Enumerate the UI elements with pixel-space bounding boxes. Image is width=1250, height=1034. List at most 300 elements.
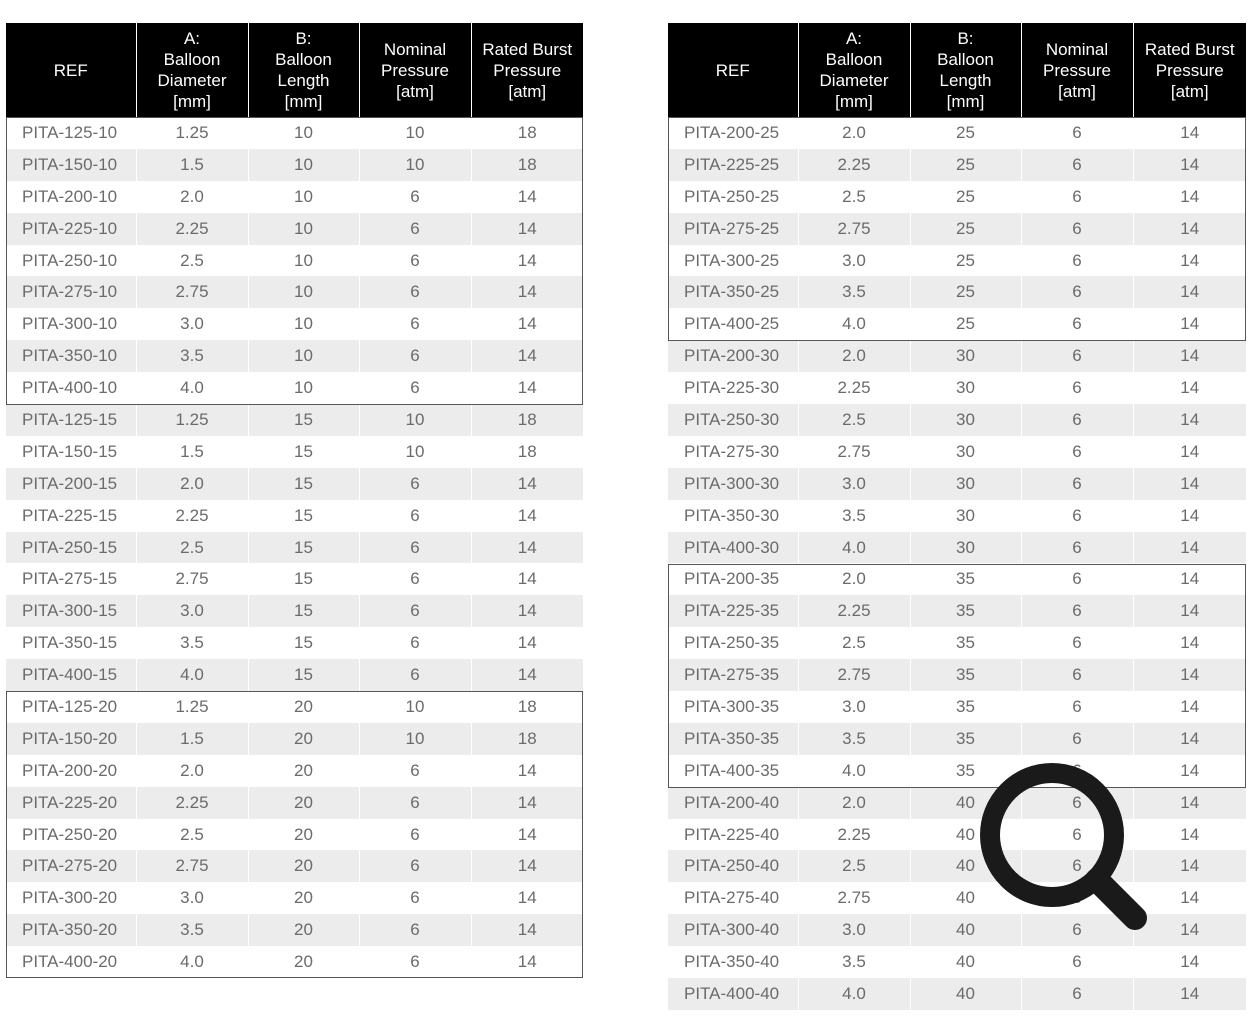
burst-pressure-cell: 14 — [471, 372, 583, 404]
length-cell: 30 — [910, 468, 1021, 500]
column-header-line: Balloon — [937, 50, 994, 69]
burst-pressure-cell: 14 — [471, 627, 583, 659]
burst-pressure-cell: 18 — [471, 436, 583, 468]
length-cell: 15 — [248, 595, 359, 627]
table-row — [668, 372, 1246, 404]
burst-pressure-cell: 14 — [1133, 532, 1246, 564]
table-row — [668, 595, 1246, 627]
table-header — [6, 23, 583, 117]
diameter-cell: 3.0 — [136, 882, 248, 914]
burst-pressure-cell: 14 — [471, 532, 583, 564]
ref-cell: PITA-400-40 — [668, 978, 798, 1010]
burst-pressure-cell: 14 — [471, 914, 583, 946]
column-header-line: Length — [277, 71, 330, 90]
length-cell: 10 — [248, 117, 359, 149]
column-header-line: Balloon — [825, 50, 883, 69]
ref-cell: PITA-275-30 — [668, 436, 798, 468]
length-cell: 35 — [910, 659, 1021, 691]
burst-pressure-cell: 18 — [471, 117, 583, 149]
column-header — [136, 23, 248, 117]
magnifier-icon[interactable] — [975, 760, 1155, 940]
diameter-cell: 2.5 — [798, 850, 910, 882]
burst-pressure-cell: 14 — [1133, 595, 1246, 627]
diameter-cell: 2.5 — [136, 819, 248, 851]
diameter-cell: 3.5 — [136, 340, 248, 372]
nominal-pressure-cell: 6 — [359, 276, 471, 308]
table-row — [668, 245, 1246, 277]
burst-pressure-cell: 14 — [1133, 276, 1246, 308]
diameter-cell: 2.75 — [798, 882, 910, 914]
column-header-line: [mm] — [284, 92, 323, 111]
length-cell: 40 — [910, 882, 1021, 914]
nominal-pressure-cell: 6 — [359, 181, 471, 213]
diameter-cell: 2.75 — [136, 563, 248, 595]
ref-cell: PITA-250-35 — [668, 627, 798, 659]
column-header-line: Nominal — [383, 39, 447, 59]
nominal-pressure-cell: 6 — [1021, 978, 1133, 1010]
ref-cell: PITA-400-20 — [6, 946, 136, 978]
table-row — [668, 532, 1246, 564]
table-row — [668, 436, 1246, 468]
diameter-cell: 4.0 — [136, 946, 248, 978]
burst-pressure-cell: 18 — [471, 149, 583, 181]
table-row — [668, 563, 1246, 595]
burst-pressure-cell: 14 — [1133, 882, 1246, 914]
ref-cell: PITA-400-30 — [668, 532, 798, 564]
length-cell: 20 — [248, 882, 359, 914]
diameter-cell: 2.25 — [136, 787, 248, 819]
nominal-pressure-cell: 6 — [1021, 245, 1133, 277]
burst-pressure-cell: 14 — [471, 213, 583, 245]
column-header-line: Diameter — [819, 71, 889, 90]
ref-cell: PITA-300-20 — [6, 882, 136, 914]
diameter-cell: 4.0 — [798, 978, 910, 1010]
burst-pressure-cell: 14 — [1133, 308, 1246, 340]
ref-cell: PITA-350-25 — [668, 276, 798, 308]
burst-pressure-cell: 14 — [471, 787, 583, 819]
table-row — [668, 340, 1246, 372]
spec-table-right — [668, 23, 1246, 1010]
nominal-pressure-cell: 6 — [1021, 946, 1133, 978]
table-row — [6, 308, 583, 340]
nominal-pressure-cell: 6 — [1021, 340, 1133, 372]
length-cell: 40 — [910, 787, 1021, 819]
ref-cell: PITA-275-40 — [668, 882, 798, 914]
table-row — [6, 850, 583, 882]
nominal-pressure-cell: 6 — [1021, 532, 1133, 564]
ref-cell: PITA-125-15 — [6, 404, 136, 436]
column-header-line: B: — [295, 29, 312, 48]
burst-pressure-cell: 14 — [471, 882, 583, 914]
table-row — [6, 691, 583, 723]
ref-cell: PITA-400-15 — [6, 659, 136, 691]
length-cell: 35 — [910, 595, 1021, 627]
nominal-pressure-cell: 6 — [1021, 117, 1133, 149]
table-body — [6, 117, 583, 978]
ref-cell: PITA-275-20 — [6, 850, 136, 882]
nominal-pressure-cell: 6 — [359, 819, 471, 851]
nominal-pressure-cell: 6 — [1021, 755, 1133, 787]
column-header-line: Pressure — [1042, 60, 1112, 80]
diameter-cell: 4.0 — [798, 755, 910, 787]
length-cell: 40 — [910, 819, 1021, 851]
nominal-pressure-cell: 6 — [1021, 149, 1133, 181]
header-row — [668, 23, 1246, 117]
ref-cell: PITA-400-25 — [668, 308, 798, 340]
column-header-line: [atm] — [1058, 81, 1096, 101]
table-row — [668, 978, 1246, 1010]
burst-pressure-cell: 14 — [1133, 627, 1246, 659]
table-row — [668, 276, 1246, 308]
column-header-line: Rated Burst — [1144, 39, 1235, 59]
diameter-cell: 2.5 — [136, 532, 248, 564]
table-row — [668, 500, 1246, 532]
table-row — [6, 500, 583, 532]
diameter-cell: 3.0 — [136, 595, 248, 627]
column-header — [910, 23, 1021, 117]
burst-pressure-cell: 14 — [1133, 691, 1246, 723]
nominal-pressure-cell: 6 — [1021, 563, 1133, 595]
column-header-line: Pressure — [380, 60, 450, 80]
table-row — [668, 213, 1246, 245]
nominal-pressure-cell: 6 — [1021, 882, 1133, 914]
nominal-pressure-cell: 6 — [359, 882, 471, 914]
diameter-cell: 3.5 — [798, 723, 910, 755]
ref-cell: PITA-225-30 — [668, 372, 798, 404]
length-cell: 40 — [910, 914, 1021, 946]
column-header — [1133, 23, 1246, 117]
table-row — [668, 914, 1246, 946]
ref-cell: PITA-225-35 — [668, 595, 798, 627]
diameter-cell: 2.75 — [136, 276, 248, 308]
ref-cell: PITA-350-20 — [6, 914, 136, 946]
burst-pressure-cell: 14 — [1133, 213, 1246, 245]
diameter-cell: 2.25 — [798, 595, 910, 627]
nominal-pressure-cell: 6 — [1021, 850, 1133, 882]
burst-pressure-cell: 14 — [471, 468, 583, 500]
ref-cell: PITA-300-40 — [668, 914, 798, 946]
table-row — [668, 850, 1246, 882]
length-cell: 30 — [910, 372, 1021, 404]
diameter-cell: 2.25 — [798, 149, 910, 181]
nominal-pressure-cell: 6 — [359, 213, 471, 245]
length-cell: 35 — [910, 563, 1021, 595]
table-row — [6, 659, 583, 691]
diameter-cell: 2.0 — [136, 181, 248, 213]
length-cell: 35 — [910, 723, 1021, 755]
table-row — [6, 563, 583, 595]
column-header — [6, 23, 136, 117]
nominal-pressure-cell: 10 — [359, 117, 471, 149]
diameter-cell: 3.5 — [798, 500, 910, 532]
length-cell: 35 — [910, 755, 1021, 787]
nominal-pressure-cell: 6 — [1021, 500, 1133, 532]
burst-pressure-cell: 14 — [1133, 404, 1246, 436]
burst-pressure-cell: 14 — [1133, 149, 1246, 181]
table-row — [668, 404, 1246, 436]
table-row — [668, 946, 1246, 978]
diameter-cell: 4.0 — [136, 372, 248, 404]
column-header-line: REF — [53, 60, 88, 80]
column-header-line: [mm] — [173, 92, 211, 111]
burst-pressure-cell: 14 — [471, 850, 583, 882]
ref-cell: PITA-400-10 — [6, 372, 136, 404]
length-cell: 30 — [910, 532, 1021, 564]
diameter-cell: 3.0 — [136, 308, 248, 340]
diameter-cell: 2.5 — [798, 404, 910, 436]
ref-cell: PITA-250-40 — [668, 850, 798, 882]
diameter-cell: 4.0 — [798, 308, 910, 340]
nominal-pressure-cell: 6 — [359, 659, 471, 691]
nominal-pressure-cell: 6 — [1021, 468, 1133, 500]
ref-cell: PITA-200-30 — [668, 340, 798, 372]
ref-cell: PITA-300-35 — [668, 691, 798, 723]
ref-cell: PITA-250-15 — [6, 532, 136, 564]
column-header-line: Pressure — [493, 60, 562, 80]
table-row — [668, 308, 1246, 340]
length-cell: 30 — [910, 340, 1021, 372]
table-row — [6, 117, 583, 149]
length-cell: 20 — [248, 787, 359, 819]
ref-cell: PITA-300-15 — [6, 595, 136, 627]
length-cell: 20 — [248, 691, 359, 723]
table-row — [6, 245, 583, 277]
table-row — [6, 787, 583, 819]
length-cell: 20 — [248, 850, 359, 882]
table-row — [6, 882, 583, 914]
burst-pressure-cell: 14 — [471, 276, 583, 308]
table-row — [668, 659, 1246, 691]
column-header-line: [atm] — [1170, 81, 1209, 101]
length-cell: 35 — [910, 691, 1021, 723]
column-header-line: Balloon — [163, 50, 221, 69]
column-header-line: Balloon — [275, 50, 332, 69]
column-header-line: [mm] — [835, 92, 873, 111]
table-row — [668, 627, 1246, 659]
ref-cell: PITA-225-15 — [6, 500, 136, 532]
diameter-cell: 1.5 — [136, 436, 248, 468]
length-cell: 10 — [248, 181, 359, 213]
nominal-pressure-cell: 6 — [359, 372, 471, 404]
table-row — [6, 181, 583, 213]
ref-cell: PITA-200-10 — [6, 181, 136, 213]
nominal-pressure-cell: 10 — [359, 723, 471, 755]
diameter-cell: 2.0 — [136, 468, 248, 500]
column-header-line: [atm] — [508, 81, 547, 101]
diameter-cell: 1.25 — [136, 404, 248, 436]
length-cell: 10 — [248, 308, 359, 340]
ref-cell: PITA-275-25 — [668, 213, 798, 245]
table-row — [6, 819, 583, 851]
burst-pressure-cell: 14 — [1133, 340, 1246, 372]
column-header — [668, 23, 798, 117]
ref-cell: PITA-400-35 — [668, 755, 798, 787]
diameter-cell: 2.75 — [798, 436, 910, 468]
ref-cell: PITA-225-20 — [6, 787, 136, 819]
diameter-cell: 2.75 — [798, 659, 910, 691]
length-cell: 25 — [910, 117, 1021, 149]
length-cell: 25 — [910, 213, 1021, 245]
ref-cell: PITA-250-10 — [6, 245, 136, 277]
diameter-cell: 3.5 — [798, 946, 910, 978]
table-row — [6, 340, 583, 372]
length-cell: 10 — [248, 213, 359, 245]
nominal-pressure-cell: 6 — [1021, 213, 1133, 245]
column-header-line: B: — [957, 29, 974, 48]
nominal-pressure-cell: 6 — [1021, 372, 1133, 404]
column-header — [248, 23, 359, 117]
nominal-pressure-cell: 6 — [359, 308, 471, 340]
length-cell: 30 — [910, 500, 1021, 532]
nominal-pressure-cell: 6 — [359, 340, 471, 372]
burst-pressure-cell: 14 — [471, 659, 583, 691]
table-row — [668, 819, 1246, 851]
diameter-cell: 3.0 — [798, 468, 910, 500]
length-cell: 20 — [248, 755, 359, 787]
table-row — [6, 532, 583, 564]
length-cell: 10 — [248, 372, 359, 404]
length-cell: 20 — [248, 819, 359, 851]
column-header-line: A: — [845, 29, 863, 48]
length-cell: 10 — [248, 245, 359, 277]
table-row — [6, 627, 583, 659]
table-body — [668, 117, 1246, 1010]
column-header — [471, 23, 583, 117]
burst-pressure-cell: 14 — [1133, 723, 1246, 755]
length-cell: 25 — [910, 245, 1021, 277]
nominal-pressure-cell: 6 — [1021, 595, 1133, 627]
ref-cell: PITA-200-15 — [6, 468, 136, 500]
table-row — [6, 149, 583, 181]
ref-cell: PITA-200-20 — [6, 755, 136, 787]
nominal-pressure-cell: 6 — [359, 245, 471, 277]
length-cell: 35 — [910, 627, 1021, 659]
length-cell: 25 — [910, 181, 1021, 213]
diameter-cell: 2.0 — [136, 755, 248, 787]
length-cell: 40 — [910, 850, 1021, 882]
diameter-cell: 2.0 — [798, 563, 910, 595]
ref-cell: PITA-350-15 — [6, 627, 136, 659]
table-row — [6, 213, 583, 245]
column-header — [1021, 23, 1133, 117]
ref-cell: PITA-300-10 — [6, 308, 136, 340]
nominal-pressure-cell: 6 — [359, 850, 471, 882]
ref-cell: PITA-225-25 — [668, 149, 798, 181]
burst-pressure-cell: 14 — [471, 500, 583, 532]
column-header-line: [atm] — [396, 81, 434, 101]
burst-pressure-cell: 14 — [1133, 978, 1246, 1010]
nominal-pressure-cell: 6 — [1021, 308, 1133, 340]
nominal-pressure-cell: 10 — [359, 691, 471, 723]
burst-pressure-cell: 14 — [1133, 850, 1246, 882]
nominal-pressure-cell: 6 — [359, 468, 471, 500]
length-cell: 10 — [248, 149, 359, 181]
ref-cell: PITA-250-25 — [668, 181, 798, 213]
table-row — [6, 436, 583, 468]
burst-pressure-cell: 14 — [1133, 914, 1246, 946]
table-row — [668, 755, 1246, 787]
table-row — [668, 787, 1246, 819]
header-row — [6, 23, 583, 117]
diameter-cell: 3.5 — [136, 914, 248, 946]
column-header-line: Nominal — [1045, 39, 1109, 59]
diameter-cell: 1.5 — [136, 149, 248, 181]
length-cell: 25 — [910, 308, 1021, 340]
ref-cell: PITA-350-35 — [668, 723, 798, 755]
burst-pressure-cell: 14 — [1133, 659, 1246, 691]
table-row — [6, 468, 583, 500]
diameter-cell: 2.5 — [798, 627, 910, 659]
length-cell: 20 — [248, 946, 359, 978]
ref-cell: PITA-275-10 — [6, 276, 136, 308]
burst-pressure-cell: 14 — [1133, 181, 1246, 213]
table-row — [6, 914, 583, 946]
nominal-pressure-cell: 6 — [359, 500, 471, 532]
burst-pressure-cell: 14 — [471, 946, 583, 978]
length-cell: 15 — [248, 659, 359, 691]
diameter-cell: 2.25 — [798, 819, 910, 851]
nominal-pressure-cell: 6 — [359, 946, 471, 978]
table-row — [668, 691, 1246, 723]
nominal-pressure-cell: 6 — [1021, 276, 1133, 308]
nominal-pressure-cell: 10 — [359, 404, 471, 436]
ref-cell: PITA-125-10 — [6, 117, 136, 149]
burst-pressure-cell: 14 — [1133, 946, 1246, 978]
burst-pressure-cell: 14 — [471, 755, 583, 787]
diameter-cell: 2.25 — [136, 500, 248, 532]
table-row — [668, 117, 1246, 149]
ref-cell: PITA-150-15 — [6, 436, 136, 468]
nominal-pressure-cell: 6 — [359, 627, 471, 659]
diameter-cell: 2.0 — [798, 117, 910, 149]
diameter-cell: 2.5 — [798, 181, 910, 213]
nominal-pressure-cell: 6 — [1021, 436, 1133, 468]
diameter-cell: 3.5 — [136, 627, 248, 659]
burst-pressure-cell: 14 — [471, 340, 583, 372]
table-row — [6, 755, 583, 787]
table-row — [668, 723, 1246, 755]
column-header-line: A: — [183, 29, 201, 48]
length-cell: 30 — [910, 436, 1021, 468]
length-cell: 15 — [248, 468, 359, 500]
diameter-cell: 3.0 — [798, 691, 910, 723]
column-header-line: Pressure — [1155, 60, 1224, 80]
burst-pressure-cell: 14 — [1133, 787, 1246, 819]
ref-cell: PITA-350-30 — [668, 500, 798, 532]
diameter-cell: 4.0 — [798, 532, 910, 564]
ref-cell: PITA-350-40 — [668, 946, 798, 978]
table-row — [6, 372, 583, 404]
table-row — [668, 882, 1246, 914]
nominal-pressure-cell: 6 — [359, 595, 471, 627]
ref-cell: PITA-150-20 — [6, 723, 136, 755]
nominal-pressure-cell: 6 — [1021, 914, 1133, 946]
length-cell: 15 — [248, 563, 359, 595]
nominal-pressure-cell: 6 — [1021, 723, 1133, 755]
burst-pressure-cell: 14 — [471, 563, 583, 595]
ref-cell: PITA-275-15 — [6, 563, 136, 595]
nominal-pressure-cell: 10 — [359, 436, 471, 468]
table-row — [668, 181, 1246, 213]
column-header-line: Rated Burst — [482, 39, 573, 59]
burst-pressure-cell: 14 — [1133, 755, 1246, 787]
diameter-cell: 2.25 — [798, 372, 910, 404]
nominal-pressure-cell: 6 — [359, 914, 471, 946]
burst-pressure-cell: 14 — [471, 245, 583, 277]
column-header-line: [mm] — [946, 92, 985, 111]
length-cell: 20 — [248, 914, 359, 946]
burst-pressure-cell: 14 — [1133, 563, 1246, 595]
